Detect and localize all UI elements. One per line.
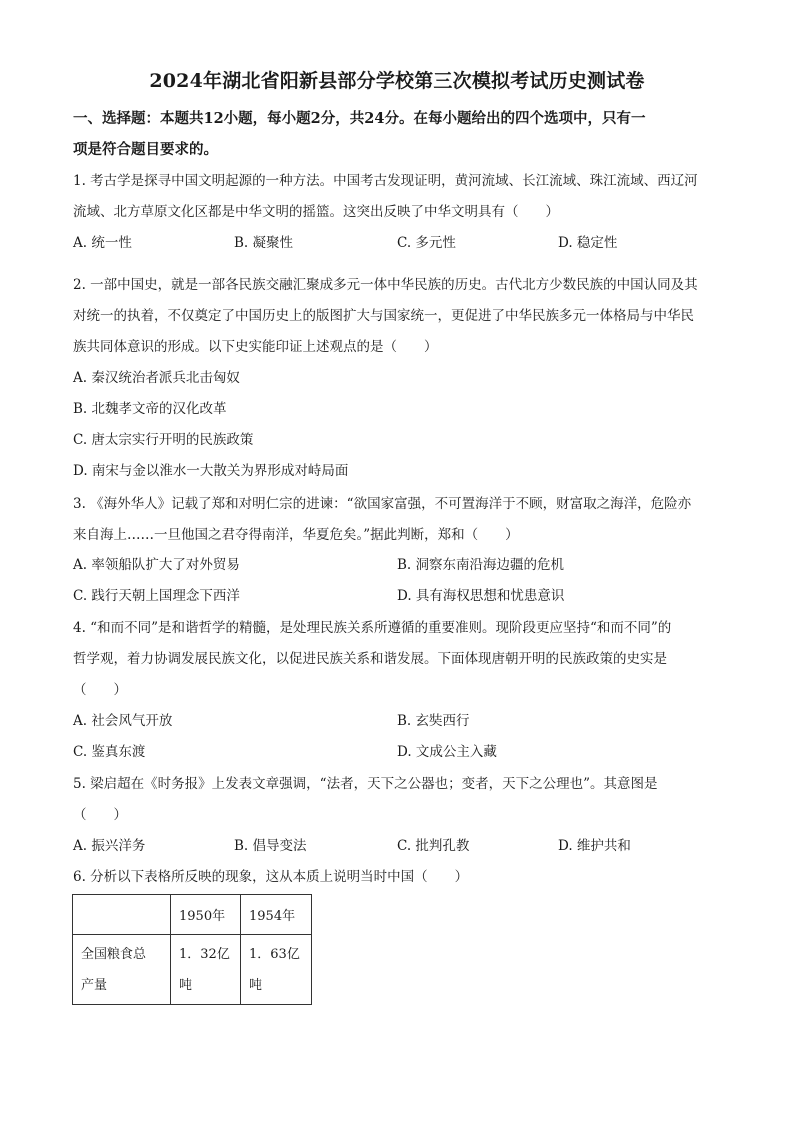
table-header-1954: 1954年: [241, 895, 312, 935]
q5-option-c: C. 批判孔教: [397, 838, 470, 854]
section-heading: [73, 103, 723, 165]
q1-option-d: D. 稳定性: [558, 235, 618, 251]
table-row: [73, 935, 312, 1005]
table-cell-1954-line-2: 吨: [249, 977, 263, 993]
q1-option-b: B. 凝聚性: [234, 235, 294, 251]
q5-stem-line-2: （ ）: [73, 807, 127, 823]
q4-stem-line-2: 哲学观，着力协调发展民族文化，以促进民族关系和谐发展。下面体现唐朝开明的民族政策的史实是: [73, 651, 667, 667]
q3-option-c: C. 践行天朝上国理念下西洋: [73, 588, 240, 604]
q5-option-a: A. 振兴洋务: [73, 838, 146, 854]
table-header-row: [73, 895, 312, 935]
q2-stem-line-1: 2. 一部中国史，就是一部各民族交融汇聚成多元一体中华民族的历史。古代北方少数民族的中国认同及其: [73, 277, 698, 293]
q3-option-d: D. 具有海权思想和忧患意识: [397, 588, 565, 604]
q6-stem-line-1: 6. 分析以下表格所反映的现象，这从本质上说明当时中国（ ）: [73, 869, 469, 885]
q3-stem-line-2: 来自海上……一旦他国之君夺得南洋，华夏危矣。”据此判断，郑和（ ）: [73, 527, 519, 543]
q5-option-b: B. 倡导变法: [234, 838, 307, 854]
q4-stem-line-3: （ ）: [73, 682, 127, 698]
q3-option-a: A. 率领船队扩大了对外贸易: [73, 557, 240, 573]
section-heading-line-1: 一、选择题：本题共12小题，每小题2分，共24分。在每小题给出的四个选项中，只有一: [73, 110, 646, 127]
table-cell-1950-line-1: 1．32亿: [179, 946, 230, 962]
q4-option-b: B. 玄奘西行: [397, 713, 470, 729]
q4-option-a: A. 社会风气开放: [73, 713, 173, 729]
q2-option-c: C. 唐太宗实行开明的民族政策: [73, 432, 254, 448]
table-header-1950: 1950年: [171, 895, 241, 935]
q5-option-d: D. 维护共和: [558, 838, 631, 854]
table-cell-1950-line-2: 吨: [179, 977, 193, 993]
q3-option-b: B. 洞察东南沿海边疆的危机: [397, 557, 565, 573]
q2-option-a: A. 秦汉统治者派兵北击匈奴: [73, 370, 240, 386]
q1-stem-line-2: 流域、北方草原文化区都是中华文明的摇篮。这突出反映了中华文明具有（ ）: [73, 204, 559, 220]
table-cell-1954-line-1: 1．63亿: [249, 946, 300, 962]
q2-stem-line-2: 对统一的执着，不仅奠定了中国历史上的版图扩大与国家统一，更促进了中华民族多元一体格局与中华民: [73, 308, 694, 324]
q4-option-c: C. 鉴真东渡: [73, 744, 146, 760]
exam-title: 2024年湖北省阳新县部分学校第三次模拟考试历史测试卷: [149, 70, 645, 92]
q1-option-a: A. 统一性: [73, 235, 132, 251]
table-row-label: [73, 935, 171, 1005]
q1-stem-line-1: 1. 考古学是探寻中国文明起源的一种方法。中国考古发现证明，黄河流域、长江流域、珠江流域、西辽河: [73, 173, 698, 189]
section-heading-line-2: 项是符合题目要求的。: [73, 141, 218, 158]
q3-stem-line-1: 3. 《海外华人》记载了郑和对明仁宗的进谏：“欲国家富强，不可置海洋于不顾，财富取之海洋，危险亦: [73, 496, 692, 512]
q2-option-d: D. 南宋与金以淮水一大散关为界形成对峙局面: [73, 463, 349, 479]
q1-option-c: C. 多元性: [397, 235, 456, 251]
q4-option-d: D. 文成公主入藏: [397, 744, 497, 760]
table-cell-1950: [171, 935, 241, 1005]
q4-stem-line-1: 4. “和而不同”是和谐哲学的精髓，是处理民族关系所遵循的重要准则。现阶段更应坚持“和而不同”的: [73, 620, 672, 636]
q2-option-b: B. 北魏孝文帝的汉化改革: [73, 401, 227, 417]
q5-stem-line-1: 5. 梁启超在《时务报》上发表文章强调，“法者，天下之公器也；变者，天下之公理也”。其意图是: [73, 776, 658, 792]
table-row-label-line-1: 全国粮食总: [81, 946, 147, 962]
grain-output-table: [72, 894, 312, 1005]
q2-stem-line-3: 族共同体意识的形成。以下史实能印证上述观点的是（ ）: [73, 339, 438, 355]
table-row-label-line-2: 产量: [81, 977, 108, 993]
table-cell-1954: [241, 935, 312, 1005]
table-header-empty: [73, 895, 171, 935]
